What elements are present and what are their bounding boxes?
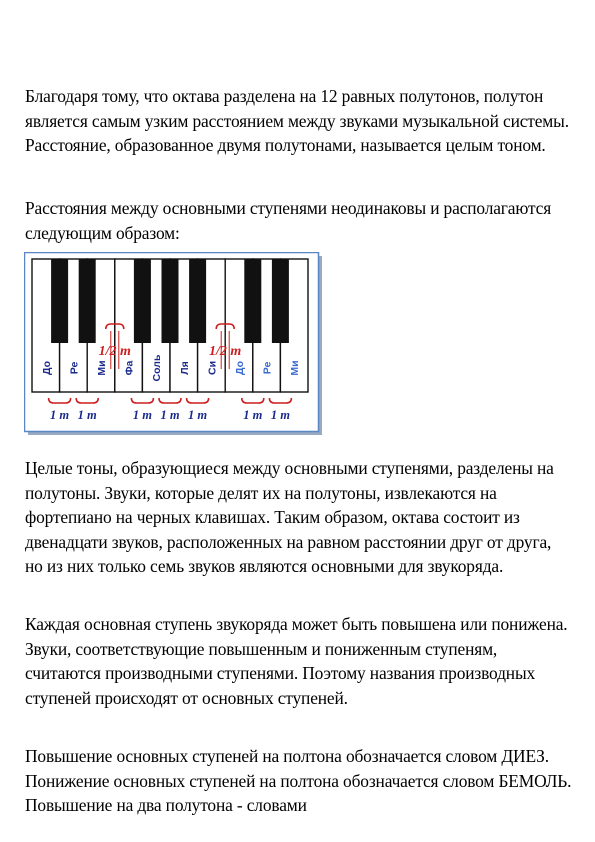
tone-label: 1 т [270,408,290,422]
black-key [272,259,289,343]
piano-keyboard-figure [24,252,324,437]
key-label: Фа [123,360,136,376]
key-label: Ре [261,361,274,375]
black-key [51,259,68,343]
piano-diagram [24,252,324,437]
key-label: До [40,360,53,376]
tone-label: 1 т [243,408,263,422]
key-label: Ре [68,361,81,375]
semitone-label: 1/2 т [98,344,131,359]
key-label: Ля [178,361,191,375]
black-key [134,259,151,343]
key-label: Ми [96,360,108,376]
key-label: Соль [151,354,164,382]
tone-label: 1 т [188,408,208,422]
key-label: Ми [289,360,302,376]
black-key [189,259,206,343]
key-label: Си [206,360,219,376]
semitone-label: 1/2 т [209,344,242,359]
key-label: До [234,360,246,376]
paragraph-whole-tones: Целые тоны, образующиеся между основными ступенями, разделены на полутоны. Звуки, которые делят их на полутоны, извлекаются на фортепиано на черных клавишах. Таким образом, октава состоит из двенадцати звуков, расположенных на равном расстоянии друг от друга, но из них только семь звуков являются основными для звукоряда. [25,458,554,577]
black-key [244,259,261,343]
black-key [162,259,179,343]
tone-label: 1 т [132,408,152,422]
paragraph-sharp-flat: Повышение основных ступеней на полтона обозначается словом ДИЕЗ. Понижение основных ступеней на полтона обозначается словом БЕМОЛЬ. Повышение на два полутона - словами [25,746,572,816]
black-key [79,259,96,343]
paragraph-derived-steps: Каждая основная ступень звукоряда может быть повышена или понижена. Звуки, соответствующие повышенным и пониженным ступеням, считаются производными ступенями. Поэтому названия производных ступеней происходят от основных ступеней. [25,614,568,708]
tone-label: 1 т [50,408,70,422]
tone-label: 1 т [77,408,97,422]
paragraph-distances: Расстояния между основными ступенями неодинаковы и располагаются следующим образом: [25,198,552,243]
tone-label: 1 т [160,408,180,422]
paragraph-intro: Благодаря тому, что октава разделена на 12 равных полутонов, полутон является самым узким расстоянием между звуками музыкальной системы. Расстояние, образованное двумя полутонами, называется целым тоном. [25,86,569,156]
